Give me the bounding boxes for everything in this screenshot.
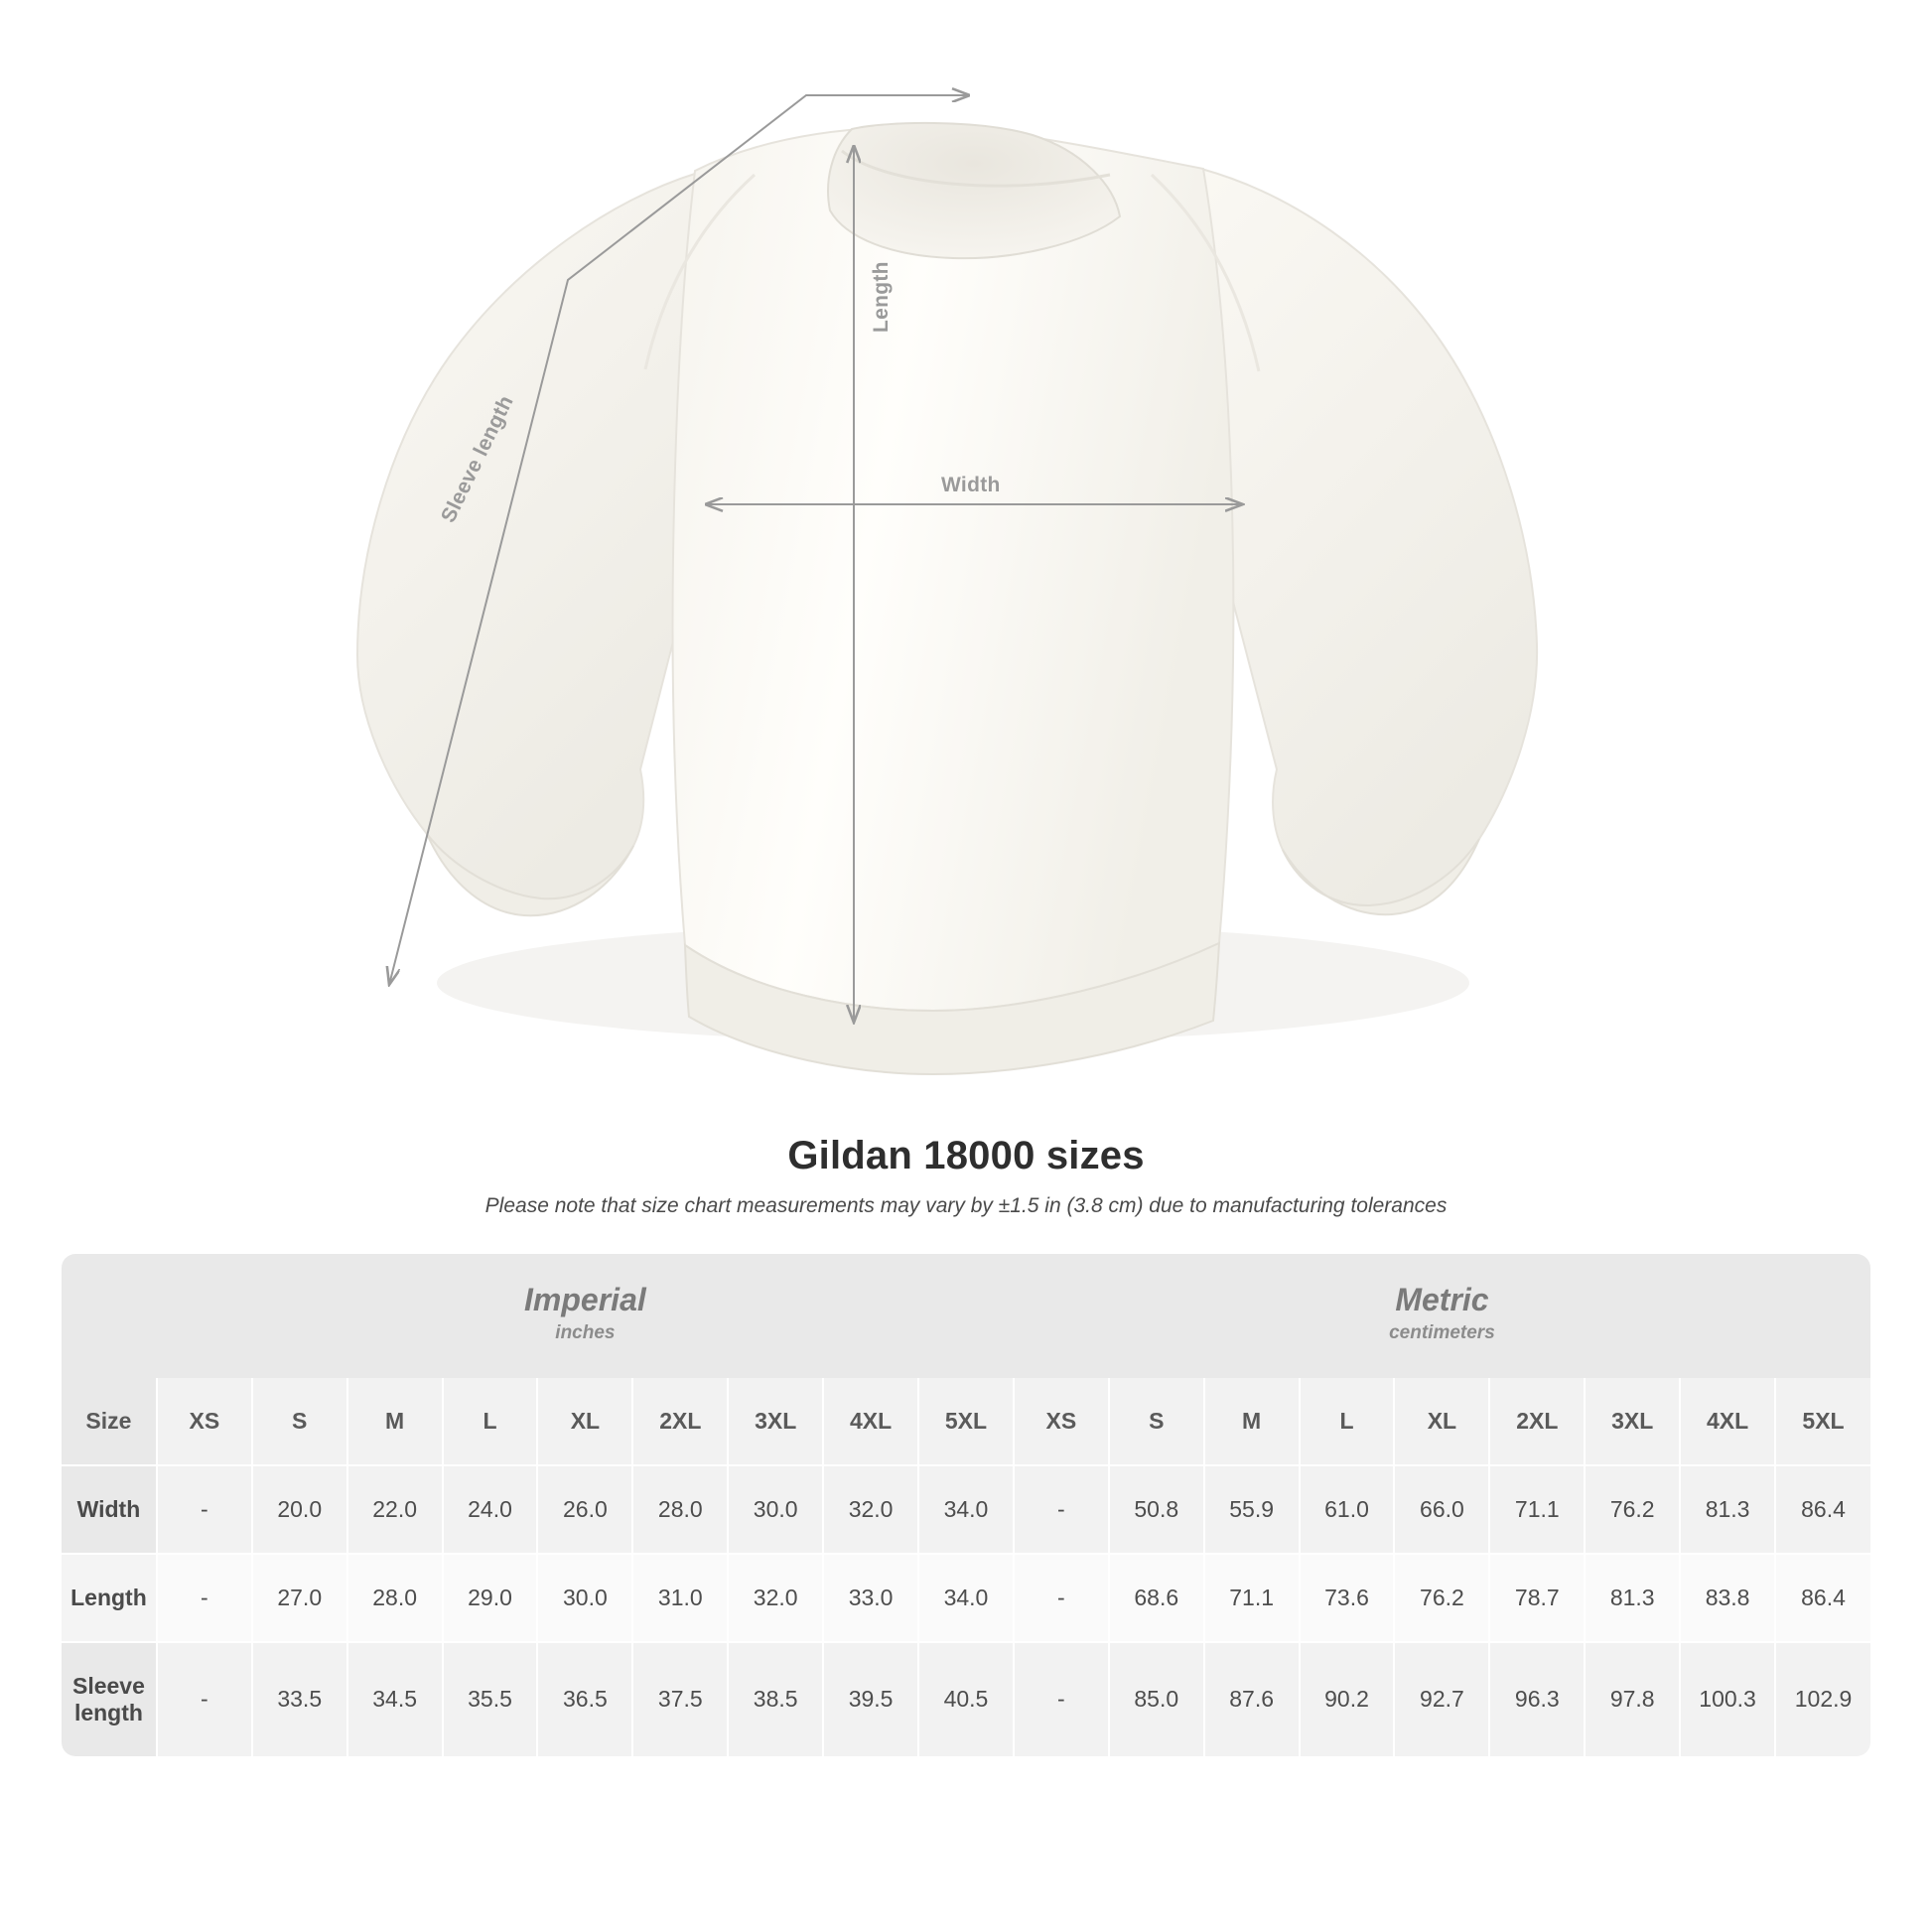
column-header-1: S bbox=[252, 1378, 347, 1465]
cell-sleeve-4: 36.5 bbox=[537, 1642, 632, 1756]
length-dimension-label: Length bbox=[870, 261, 893, 333]
cell-length-11: 71.1 bbox=[1204, 1554, 1300, 1642]
table-row bbox=[62, 1465, 1870, 1554]
column-header-row bbox=[62, 1378, 1870, 1465]
cell-width-5: 28.0 bbox=[632, 1465, 728, 1554]
column-header-0: XS bbox=[157, 1378, 252, 1465]
cell-length-14: 78.7 bbox=[1489, 1554, 1585, 1642]
cell-length-7: 33.0 bbox=[823, 1554, 918, 1642]
cell-length-16: 83.8 bbox=[1680, 1554, 1775, 1642]
cell-width-17: 86.4 bbox=[1775, 1465, 1870, 1554]
row-header-sleeve-length: Sleeve length bbox=[62, 1642, 157, 1756]
cell-width-3: 24.0 bbox=[443, 1465, 538, 1554]
cell-sleeve-16: 100.3 bbox=[1680, 1642, 1775, 1756]
cell-width-0: - bbox=[157, 1465, 252, 1554]
cell-sleeve-11: 87.6 bbox=[1204, 1642, 1300, 1756]
column-header-3: L bbox=[443, 1378, 538, 1465]
cell-sleeve-1: 33.5 bbox=[252, 1642, 347, 1756]
column-header-size: Size bbox=[62, 1378, 157, 1465]
cell-length-6: 32.0 bbox=[728, 1554, 823, 1642]
cell-width-9: - bbox=[1014, 1465, 1109, 1554]
unit-sub-metric: centimeters bbox=[1389, 1322, 1495, 1343]
cell-sleeve-9: - bbox=[1014, 1642, 1109, 1756]
column-header-5: 2XL bbox=[632, 1378, 728, 1465]
table-row bbox=[62, 1554, 1870, 1642]
column-header-14: 2XL bbox=[1489, 1378, 1585, 1465]
column-header-12: L bbox=[1300, 1378, 1395, 1465]
cell-width-10: 50.8 bbox=[1109, 1465, 1204, 1554]
cell-length-0: - bbox=[157, 1554, 252, 1642]
cell-length-9: - bbox=[1014, 1554, 1109, 1642]
cell-length-1: 27.0 bbox=[252, 1554, 347, 1642]
row-header-length: Length bbox=[62, 1554, 157, 1642]
cell-length-8: 34.0 bbox=[918, 1554, 1014, 1642]
cell-width-13: 66.0 bbox=[1394, 1465, 1489, 1554]
cell-width-2: 22.0 bbox=[347, 1465, 443, 1554]
cell-length-12: 73.6 bbox=[1300, 1554, 1395, 1642]
column-header-13: XL bbox=[1394, 1378, 1489, 1465]
cell-sleeve-14: 96.3 bbox=[1489, 1642, 1585, 1756]
cell-length-3: 29.0 bbox=[443, 1554, 538, 1642]
size-table-wrapper bbox=[62, 1254, 1870, 1756]
column-header-17: 5XL bbox=[1775, 1378, 1870, 1465]
column-header-16: 4XL bbox=[1680, 1378, 1775, 1465]
cell-length-17: 86.4 bbox=[1775, 1554, 1870, 1642]
column-header-11: M bbox=[1204, 1378, 1300, 1465]
cell-length-10: 68.6 bbox=[1109, 1554, 1204, 1642]
column-header-9: XS bbox=[1014, 1378, 1109, 1465]
cell-sleeve-7: 39.5 bbox=[823, 1642, 918, 1756]
cell-sleeve-17: 102.9 bbox=[1775, 1642, 1870, 1756]
unit-header-spacer bbox=[62, 1254, 157, 1378]
column-header-2: M bbox=[347, 1378, 443, 1465]
cell-length-13: 76.2 bbox=[1394, 1554, 1489, 1642]
column-header-7: 4XL bbox=[823, 1378, 918, 1465]
cell-sleeve-6: 38.5 bbox=[728, 1642, 823, 1756]
unit-sub-imperial: inches bbox=[555, 1322, 616, 1343]
page-title: Gildan 18000 sizes bbox=[787, 1134, 1145, 1177]
row-header-width: Width bbox=[62, 1465, 157, 1554]
cell-sleeve-0: - bbox=[157, 1642, 252, 1756]
cell-width-11: 55.9 bbox=[1204, 1465, 1300, 1554]
column-header-10: S bbox=[1109, 1378, 1204, 1465]
cell-length-2: 28.0 bbox=[347, 1554, 443, 1642]
cell-length-5: 31.0 bbox=[632, 1554, 728, 1642]
unit-title-imperial: Imperial bbox=[524, 1282, 646, 1317]
cell-width-14: 71.1 bbox=[1489, 1465, 1585, 1554]
cell-width-12: 61.0 bbox=[1300, 1465, 1395, 1554]
column-header-8: 5XL bbox=[918, 1378, 1014, 1465]
cell-sleeve-10: 85.0 bbox=[1109, 1642, 1204, 1756]
unit-title-metric: Metric bbox=[1395, 1282, 1489, 1317]
column-header-4: XL bbox=[537, 1378, 632, 1465]
table-row bbox=[62, 1642, 1870, 1756]
cell-length-15: 81.3 bbox=[1585, 1554, 1680, 1642]
cell-width-7: 32.0 bbox=[823, 1465, 918, 1554]
cell-width-6: 30.0 bbox=[728, 1465, 823, 1554]
column-header-15: 3XL bbox=[1585, 1378, 1680, 1465]
unit-header-row bbox=[62, 1254, 1870, 1378]
cell-sleeve-12: 90.2 bbox=[1300, 1642, 1395, 1756]
cell-length-4: 30.0 bbox=[537, 1554, 632, 1642]
cell-sleeve-13: 92.7 bbox=[1394, 1642, 1489, 1756]
cell-sleeve-2: 34.5 bbox=[347, 1642, 443, 1756]
unit-header-imperial bbox=[157, 1254, 1014, 1378]
cell-width-15: 76.2 bbox=[1585, 1465, 1680, 1554]
width-dimension-label: Width bbox=[941, 474, 1001, 496]
cell-width-8: 34.0 bbox=[918, 1465, 1014, 1554]
unit-header-metric bbox=[1014, 1254, 1870, 1378]
cell-width-4: 26.0 bbox=[537, 1465, 632, 1554]
column-header-6: 3XL bbox=[728, 1378, 823, 1465]
cell-width-1: 20.0 bbox=[252, 1465, 347, 1554]
cell-sleeve-8: 40.5 bbox=[918, 1642, 1014, 1756]
sleeve-length-dimension-label: Sleeve length bbox=[437, 391, 518, 527]
size-table bbox=[62, 1254, 1870, 1756]
cell-sleeve-5: 37.5 bbox=[632, 1642, 728, 1756]
tolerance-note: Please note that size chart measurements may vary by ±1.5 in (3.8 cm) due to manufacturing tolerances bbox=[484, 1194, 1448, 1217]
cell-width-16: 81.3 bbox=[1680, 1465, 1775, 1554]
cell-sleeve-3: 35.5 bbox=[443, 1642, 538, 1756]
cell-sleeve-15: 97.8 bbox=[1585, 1642, 1680, 1756]
title-block bbox=[0, 1134, 1932, 1218]
